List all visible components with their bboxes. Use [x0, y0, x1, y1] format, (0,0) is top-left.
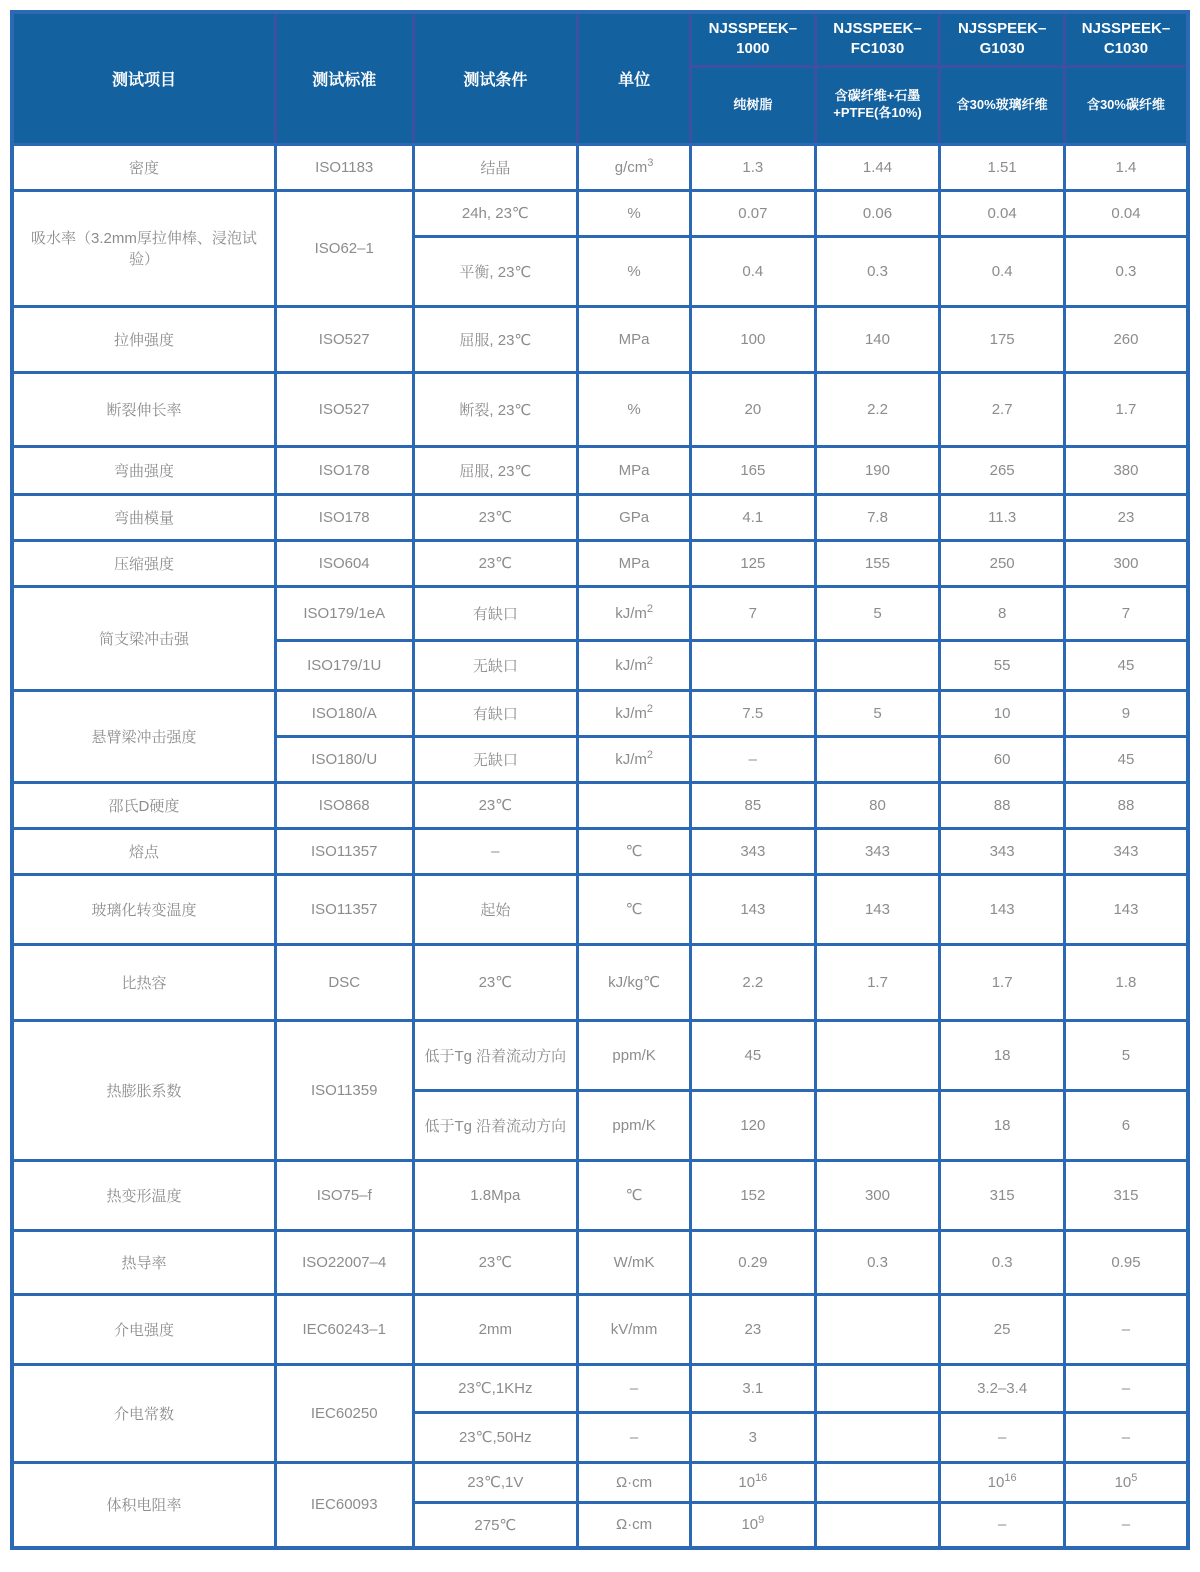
cell-unit: MPa	[578, 446, 691, 494]
cell-value: 55	[940, 640, 1065, 690]
cell-unit: ppm/K	[578, 1090, 691, 1160]
cell-standard: IEC60093	[275, 1462, 413, 1548]
cell-standard: ISO527	[275, 372, 413, 446]
cell-item: 拉伸强度	[12, 306, 275, 372]
cell-condition: 断裂, 23℃	[413, 372, 578, 446]
cell-condition: 24h, 23℃	[413, 190, 578, 236]
table-row	[12, 1294, 1188, 1364]
cell-value: 88	[940, 782, 1065, 828]
cell-condition: 23℃	[413, 1230, 578, 1294]
cell-value: 0.3	[815, 236, 940, 306]
table-row	[12, 1462, 1188, 1502]
cell-item: 热导率	[12, 1230, 275, 1294]
table-row	[12, 494, 1188, 540]
cell-condition: 23℃	[413, 782, 578, 828]
cell-standard: ISO62–1	[275, 190, 413, 306]
cell-condition: 起始	[413, 874, 578, 944]
cell-unit: %	[578, 190, 691, 236]
cell-item: 断裂伸长率	[12, 372, 275, 446]
table-row	[12, 190, 1188, 236]
cell-value: 5	[1064, 1020, 1188, 1090]
cell-unit: ℃	[578, 828, 691, 874]
cell-condition: 23℃,50Hz	[413, 1412, 578, 1462]
cell-condition: 平衡, 23℃	[413, 236, 578, 306]
cell-unit: GPa	[578, 494, 691, 540]
cell-value: 0.3	[815, 1230, 940, 1294]
cell-value: 260	[1064, 306, 1188, 372]
cell-value: 265	[940, 446, 1065, 494]
table-row	[12, 586, 1188, 640]
header-product-desc: 纯树脂	[691, 66, 816, 144]
cell-value: 0.4	[691, 236, 816, 306]
cell-condition: 结晶	[413, 144, 578, 190]
cell-value: 1.8	[1064, 944, 1188, 1020]
cell-unit: –	[578, 1412, 691, 1462]
cell-value: 80	[815, 782, 940, 828]
cell-unit: $kJ/m^2$	[578, 586, 691, 640]
cell-value: 7	[1064, 586, 1188, 640]
cell-standard: ISO179/1eA	[275, 586, 413, 640]
table-row	[12, 828, 1188, 874]
cell-value: 1.51	[940, 144, 1065, 190]
cell-unit: $kJ/m^2$	[578, 736, 691, 782]
cell-condition: 有缺口	[413, 690, 578, 736]
cell-standard: IEC60250	[275, 1364, 413, 1462]
cell-unit: W/mK	[578, 1230, 691, 1294]
cell-value: $10^9$	[691, 1502, 816, 1548]
table-row	[12, 446, 1188, 494]
cell-value: 0.06	[815, 190, 940, 236]
cell-unit	[578, 782, 691, 828]
cell-standard: ISO75–f	[275, 1160, 413, 1230]
cell-standard: ISO868	[275, 782, 413, 828]
cell-value: 2.2	[815, 372, 940, 446]
cell-unit: $kJ/m^2$	[578, 640, 691, 690]
cell-item: 热变形温度	[12, 1160, 275, 1230]
cell-value: 0.3	[940, 1230, 1065, 1294]
cell-value: 0.3	[1064, 236, 1188, 306]
cell-value: 300	[1064, 540, 1188, 586]
cell-value: 1.44	[815, 144, 940, 190]
cell-value: 6	[1064, 1090, 1188, 1160]
table-row	[12, 1230, 1188, 1294]
cell-value: 1.7	[815, 944, 940, 1020]
cell-condition: 23℃	[413, 944, 578, 1020]
cell-value: 0.04	[1064, 190, 1188, 236]
cell-condition: 23℃,1V	[413, 1462, 578, 1502]
cell-value: 143	[940, 874, 1065, 944]
cell-unit: $g/cm^3$	[578, 144, 691, 190]
cell-value: 140	[815, 306, 940, 372]
cell-value: 250	[940, 540, 1065, 586]
cell-value: 155	[815, 540, 940, 586]
cell-value: –	[691, 736, 816, 782]
cell-unit: ℃	[578, 874, 691, 944]
header-product-desc: 含碳纤维+石墨+PTFE(各10%)	[815, 66, 940, 144]
table-row	[12, 144, 1188, 190]
cell-value: 152	[691, 1160, 816, 1230]
cell-unit: ℃	[578, 1160, 691, 1230]
cell-condition: 屈服, 23℃	[413, 446, 578, 494]
cell-value: 175	[940, 306, 1065, 372]
cell-condition: 无缺口	[413, 736, 578, 782]
cell-item: 弯曲模量	[12, 494, 275, 540]
cell-value: 85	[691, 782, 816, 828]
cell-condition: 1.8Mpa	[413, 1160, 578, 1230]
cell-value	[815, 640, 940, 690]
cell-standard: IEC60243–1	[275, 1294, 413, 1364]
cell-value: –	[1064, 1364, 1188, 1412]
cell-condition: 低于Tg 沿着流动方向	[413, 1020, 578, 1090]
cell-value: 125	[691, 540, 816, 586]
cell-item: 悬臂梁冲击强度	[12, 690, 275, 782]
cell-value	[815, 1364, 940, 1412]
properties-table	[10, 10, 1190, 1550]
cell-value	[815, 1502, 940, 1548]
cell-value: 315	[1064, 1160, 1188, 1230]
cell-value: 1.3	[691, 144, 816, 190]
cell-value: 3.2–3.4	[940, 1364, 1065, 1412]
cell-standard: ISO179/1U	[275, 640, 413, 690]
cell-item: 吸水率（3.2mm厚拉伸棒、浸泡试验）	[12, 190, 275, 306]
table-row	[12, 874, 1188, 944]
cell-unit: %	[578, 372, 691, 446]
cell-value: 5	[815, 586, 940, 640]
cell-item: 密度	[12, 144, 275, 190]
header-product-name: NJSSPEEK–FC1030	[815, 12, 940, 66]
cell-condition: 23℃	[413, 494, 578, 540]
cell-item: 压缩强度	[12, 540, 275, 586]
cell-value: 343	[940, 828, 1065, 874]
header-test-condition: 测试条件	[413, 12, 578, 144]
cell-condition: 275℃	[413, 1502, 578, 1548]
cell-item: 简支梁冲击强	[12, 586, 275, 690]
cell-item: 介电强度	[12, 1294, 275, 1364]
cell-condition: 23℃,1KHz	[413, 1364, 578, 1412]
cell-standard: ISO180/A	[275, 690, 413, 736]
cell-unit: Ω·cm	[578, 1462, 691, 1502]
header-unit: 单位	[578, 12, 691, 144]
cell-value: 343	[1064, 828, 1188, 874]
cell-value	[815, 1020, 940, 1090]
cell-value: 315	[940, 1160, 1065, 1230]
header-product-name: NJSSPEEK–1000	[691, 12, 816, 66]
header-row-top	[12, 12, 1188, 66]
cell-unit: ppm/K	[578, 1020, 691, 1090]
cell-value: 343	[815, 828, 940, 874]
cell-value	[815, 1462, 940, 1502]
cell-standard: ISO11359	[275, 1020, 413, 1160]
cell-value: $10^{16}$	[691, 1462, 816, 1502]
cell-item: 玻璃化转变温度	[12, 874, 275, 944]
cell-item: 介电常数	[12, 1364, 275, 1462]
cell-value: 18	[940, 1090, 1065, 1160]
cell-standard: ISO11357	[275, 874, 413, 944]
cell-unit: $kJ/m^2$	[578, 690, 691, 736]
cell-value: 1.7	[940, 944, 1065, 1020]
cell-unit: MPa	[578, 540, 691, 586]
cell-value: $10^{16}$	[940, 1462, 1065, 1502]
cell-value: $10^5$	[1064, 1462, 1188, 1502]
table-row	[12, 690, 1188, 736]
cell-standard: ISO1183	[275, 144, 413, 190]
cell-value: 143	[815, 874, 940, 944]
cell-unit: kV/mm	[578, 1294, 691, 1364]
cell-value	[815, 1090, 940, 1160]
cell-standard: ISO527	[275, 306, 413, 372]
cell-value: 165	[691, 446, 816, 494]
cell-standard: DSC	[275, 944, 413, 1020]
cell-value: 143	[1064, 874, 1188, 944]
cell-value: 0.29	[691, 1230, 816, 1294]
cell-value: –	[1064, 1502, 1188, 1548]
table-row	[12, 1364, 1188, 1412]
cell-condition: 低于Tg 沿着流动方向	[413, 1090, 578, 1160]
cell-condition: 有缺口	[413, 586, 578, 640]
cell-value: 0.95	[1064, 1230, 1188, 1294]
cell-value: 5	[815, 690, 940, 736]
cell-value: 0.4	[940, 236, 1065, 306]
cell-value: 3	[691, 1412, 816, 1462]
cell-standard: ISO180/U	[275, 736, 413, 782]
cell-value: 23	[1064, 494, 1188, 540]
cell-value	[815, 1294, 940, 1364]
cell-value: –	[1064, 1412, 1188, 1462]
cell-item: 体积电阻率	[12, 1462, 275, 1548]
table-row	[12, 782, 1188, 828]
header-test-standard: 测试标准	[275, 12, 413, 144]
cell-value	[691, 640, 816, 690]
cell-value: 45	[691, 1020, 816, 1090]
table-row	[12, 1160, 1188, 1230]
cell-item: 热膨胀系数	[12, 1020, 275, 1160]
cell-value: 7.8	[815, 494, 940, 540]
cell-value: 11.3	[940, 494, 1065, 540]
cell-value: 100	[691, 306, 816, 372]
cell-value: 7	[691, 586, 816, 640]
cell-value: 8	[940, 586, 1065, 640]
table-row	[12, 372, 1188, 446]
cell-value: 23	[691, 1294, 816, 1364]
table-row	[12, 540, 1188, 586]
table-row	[12, 944, 1188, 1020]
cell-value: 45	[1064, 640, 1188, 690]
cell-value: 1.4	[1064, 144, 1188, 190]
cell-value: 300	[815, 1160, 940, 1230]
cell-value: 9	[1064, 690, 1188, 736]
cell-condition: –	[413, 828, 578, 874]
cell-value: 343	[691, 828, 816, 874]
header-product-desc: 含30%碳纤维	[1064, 66, 1188, 144]
cell-value: 2.7	[940, 372, 1065, 446]
cell-item: 比热容	[12, 944, 275, 1020]
cell-standard: ISO11357	[275, 828, 413, 874]
cell-item: 弯曲强度	[12, 446, 275, 494]
cell-value: 380	[1064, 446, 1188, 494]
cell-value: 45	[1064, 736, 1188, 782]
cell-value: 18	[940, 1020, 1065, 1090]
cell-standard: ISO22007–4	[275, 1230, 413, 1294]
cell-value: –	[940, 1502, 1065, 1548]
table-row	[12, 306, 1188, 372]
cell-value: 1.7	[1064, 372, 1188, 446]
cell-value	[815, 1412, 940, 1462]
cell-value: 7.5	[691, 690, 816, 736]
cell-value: 4.1	[691, 494, 816, 540]
cell-value: 0.07	[691, 190, 816, 236]
cell-value: 0.04	[940, 190, 1065, 236]
cell-condition: 23℃	[413, 540, 578, 586]
header-test-item: 测试项目	[12, 12, 275, 144]
cell-value	[815, 736, 940, 782]
cell-value: 190	[815, 446, 940, 494]
cell-value: 25	[940, 1294, 1065, 1364]
cell-condition: 屈服, 23℃	[413, 306, 578, 372]
cell-value: 10	[940, 690, 1065, 736]
cell-value: 20	[691, 372, 816, 446]
cell-item: 邵氏D硬度	[12, 782, 275, 828]
cell-value: 2.2	[691, 944, 816, 1020]
cell-condition: 无缺口	[413, 640, 578, 690]
cell-unit: kJ/kg℃	[578, 944, 691, 1020]
header-product-name: NJSSPEEK–G1030	[940, 12, 1065, 66]
cell-value: –	[1064, 1294, 1188, 1364]
header-product-desc: 含30%玻璃纤维	[940, 66, 1065, 144]
table-row	[12, 1020, 1188, 1090]
cell-value: 120	[691, 1090, 816, 1160]
cell-standard: ISO178	[275, 494, 413, 540]
cell-unit: –	[578, 1364, 691, 1412]
cell-value: 60	[940, 736, 1065, 782]
cell-unit: Ω·cm	[578, 1502, 691, 1548]
cell-unit: MPa	[578, 306, 691, 372]
cell-value: 88	[1064, 782, 1188, 828]
cell-condition: 2mm	[413, 1294, 578, 1364]
cell-value: 3.1	[691, 1364, 816, 1412]
cell-value: –	[940, 1412, 1065, 1462]
cell-unit: %	[578, 236, 691, 306]
header-product-name: NJSSPEEK–C1030	[1064, 12, 1188, 66]
cell-value: 143	[691, 874, 816, 944]
cell-item: 熔点	[12, 828, 275, 874]
cell-standard: ISO604	[275, 540, 413, 586]
cell-standard: ISO178	[275, 446, 413, 494]
